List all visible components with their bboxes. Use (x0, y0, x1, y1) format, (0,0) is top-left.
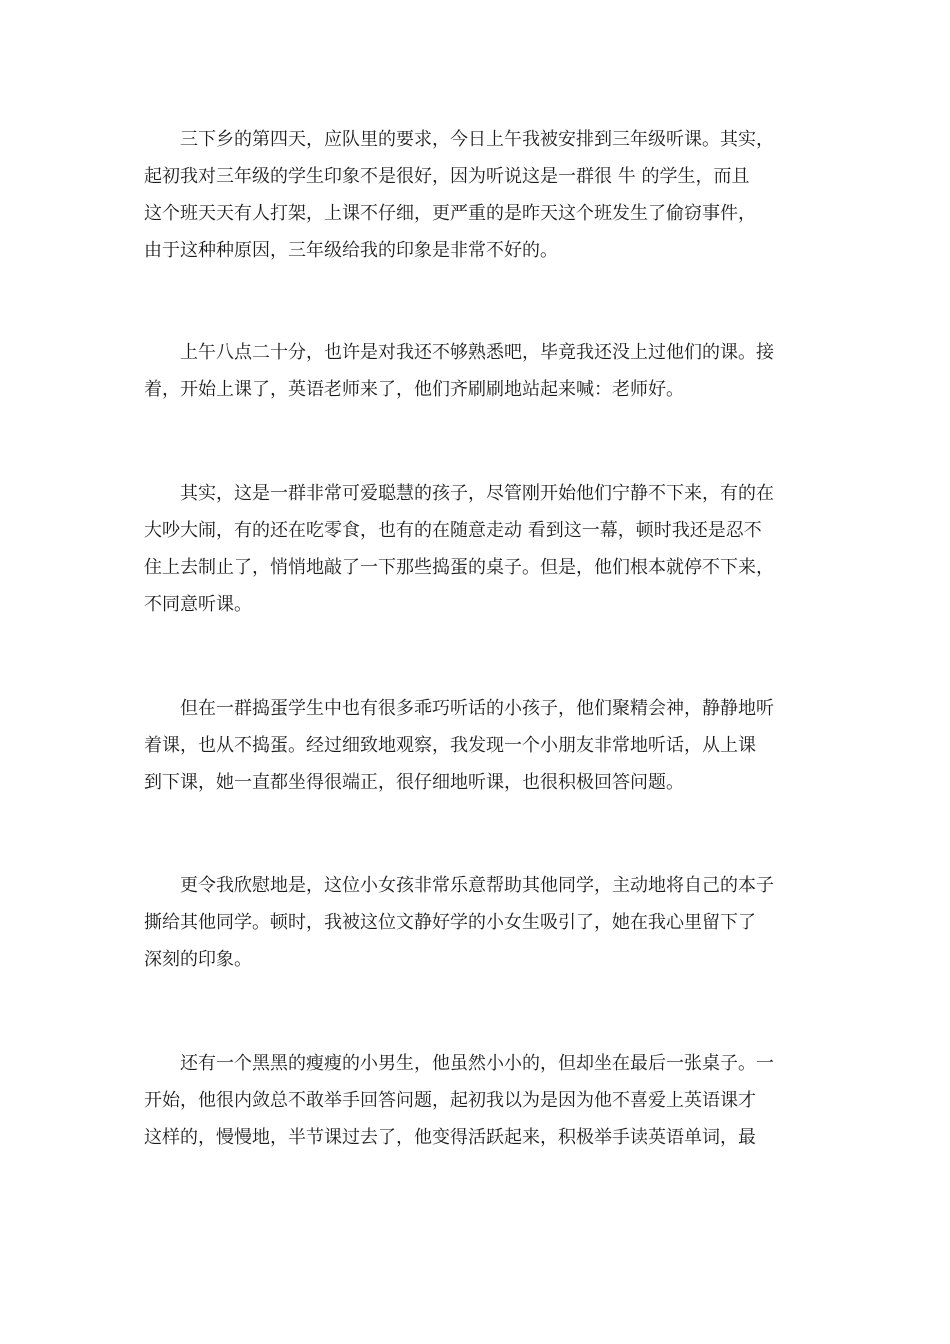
paragraph-1 (144, 121, 810, 269)
paragraph-4 (144, 690, 810, 801)
paragraph-5-line-1: 更令我欣慰地是，这位小女孩非常乐意帮助其他同学，主动地将自己的本子 (180, 875, 774, 896)
paragraph-3-line-1: 其实，这是一群非常可爱聪慧的孩子，尽管刚开始他们宁静不下来，有的在 (180, 483, 774, 504)
paragraph-2-line-2: 着，开始上课了，英语老师来了，他们齐刷刷地站起来喊：老师好。 (144, 379, 684, 400)
paragraph-3-line-2: 大吵大闹，有的还在吃零食，也有的在随意走动 看到这一幕，顿时我还是忍不 (144, 520, 762, 541)
paragraph-4-line-3: 到下课，她一直都坐得很端正，很仔细地听课，也很积极回答问题。 (144, 772, 684, 793)
paragraph-3 (144, 475, 810, 623)
paragraph-6-line-2: 开始，他很内敛总不敢举手回答问题，起初我以为是因为他不喜爱上英语课才 (144, 1090, 756, 1111)
paragraph-6-line-3: 这样的，慢慢地，半节课过去了，他变得活跃起来，积极举手读英语单词，最 (144, 1127, 756, 1148)
paragraph-6-line-1: 还有一个黑黑的瘦瘦的小男生，他虽然小小的，但却坐在最后一张桌子。一 (180, 1053, 774, 1074)
paragraph-3-line-3: 住上去制止了，悄悄地敲了一下那些捣蛋的桌子。但是，他们根本就停不下来， (144, 557, 774, 578)
paragraph-6 (144, 1045, 810, 1156)
paragraph-3-line-4: 不同意听课。 (144, 594, 252, 615)
paragraph-5-line-3: 深刻的印象。 (144, 949, 252, 970)
paragraph-5-line-2: 撕给其他同学。顿时，我被这位文静好学的小女生吸引了，她在我心里留下了 (144, 912, 756, 933)
paragraph-1-line-3: 这个班天天有人打架，上课不仔细，更严重的是昨天这个班发生了偷窃事件， (144, 203, 756, 224)
paragraph-4-line-1: 但在一群捣蛋学生中也有很多乖巧听话的小孩子，他们聚精会神，静静地听 (180, 698, 774, 719)
paragraph-1-line-1: 三下乡的第四天，应队里的要求，今日上午我被安排到三年级听课。其实， (180, 129, 774, 150)
paragraph-2-line-1: 上午八点二十分，也许是对我还不够熟悉吧，毕竟我还没上过他们的课。接 (180, 342, 774, 363)
paragraph-1-line-4: 由于这种种原因，三年级给我的印象是非常不好的。 (144, 240, 558, 261)
paragraph-4-line-2: 着课，也从不捣蛋。经过细致地观察，我发现一个小朋友非常地听话，从上课 (144, 735, 756, 756)
paragraph-1-line-2: 起初我对三年级的学生印象不是很好，因为听说这是一群很 牛 的学生，而且 (144, 166, 750, 187)
paragraph-2 (144, 334, 810, 408)
paragraph-5 (144, 867, 810, 978)
